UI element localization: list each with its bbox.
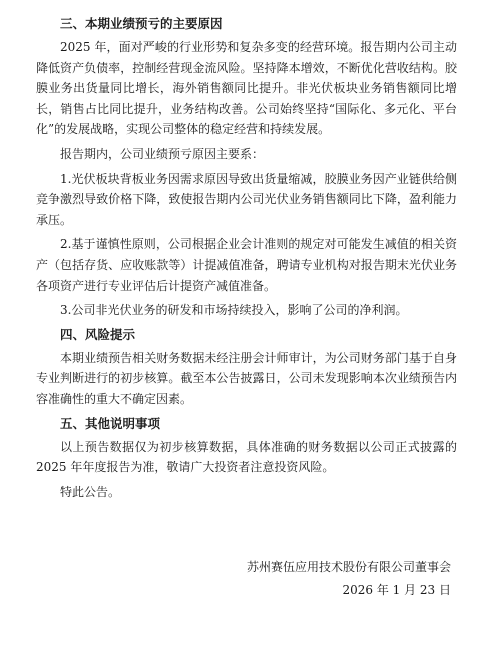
paragraph-closing: 特此公告。	[60, 484, 121, 499]
paragraph-other-matters: 以上预告数据仅为初步核算数据，具体准确的财务数据以公司正式披露的 2025 年年度报告为准，敬请广大投资者注意投资风险。	[36, 439, 457, 475]
signature-date: 2026 年 1 月 23 日	[342, 583, 451, 597]
reason-item-1: 1.光伏板块背板业务因需求原因导致出货量缩减，胶膜业务因产业链供给侧竞争激烈导致价格下降，致使报告期内公司光伏业务销售额同比下降，盈利能力承压。	[36, 171, 457, 227]
paragraph-risk-notice: 本期业绩预告相关财务数据未经注册会计师审计，为公司财务部门基于自身专业判断进行的初步核算。截至本公告披露日，公司未发现影响本次业绩预告内容准确性的重大不确定因素。	[36, 350, 457, 406]
paragraph-reasons-intro: 报告期内，公司业绩预亏原因主要系：	[60, 146, 265, 161]
paragraph-business-overview: 2025 年，面对严峻的行业形势和复杂多变的经营环境。报告期内公司主动降低资产负债率，控制经营现金流风险。坚持降本增效，不断优化营收结构。胶膜业务出货量同比增长，海外销售额同比提升。非光伏板块业务销售额同比增长，销售占比同比提升，业务结构改善。公司始终坚持“国际化、多元化、平台化”的发展战略，实现公司整体的稳定经营和持续发展。	[36, 40, 457, 137]
reason-item-2: 2.基于谨慎性原则，公司根据企业会计准则的规定对可能发生减值的相关资产（包括存货、应收账款等）计提减值准备，聘请专业机构对报告期末光伏业务各项资产进行专业评估后计提资产减值准备。	[36, 237, 457, 293]
section-heading-main-reasons: 三、本期业绩预亏的主要原因	[60, 16, 223, 31]
signature-company: 苏州赛伍应用技术股份有限公司董事会	[246, 560, 451, 574]
section-heading-risk-notice: 四、风险提示	[60, 326, 136, 342]
reason-item-3: 3.公司非光伏业务的研发和市场持续投入，影响了公司的净利润。	[60, 303, 408, 318]
section-heading-other-matters: 五、其他说明事项	[60, 415, 161, 431]
